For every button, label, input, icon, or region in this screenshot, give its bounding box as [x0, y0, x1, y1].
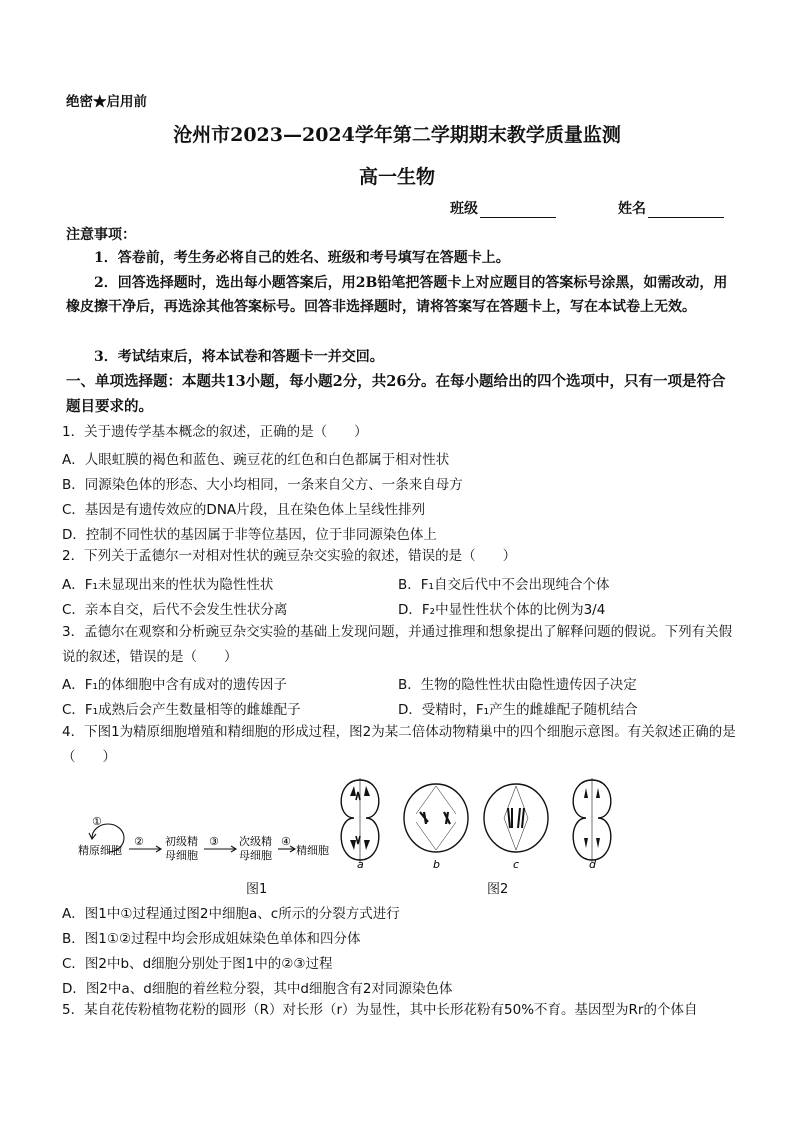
figure-1-caption: 图1	[246, 882, 268, 897]
q1-option-c: C．基因是有遗传效应的DNA片段，且在染色体上呈线性排列	[62, 502, 426, 518]
cell-b-label: b	[433, 858, 440, 871]
class-label: 班级	[450, 201, 478, 217]
cell-c	[484, 784, 548, 852]
q1-option-b: B．同源染色体的形态、大小均相同，一条来自父方、一条来自母方	[62, 477, 463, 493]
figure-2-cells	[332, 774, 632, 872]
cell-sperm: 精细胞	[296, 844, 329, 857]
question-4-stem: 4．下图1为精原细胞增殖和精细胞的形成过程，图2为某二倍体动物精巢中的四个细胞示意图。有关叙述正确的是（ ）	[62, 724, 736, 765]
cell-b	[404, 784, 468, 852]
cell-secondary-line2: 母细胞	[239, 849, 272, 862]
q1-option-a: A．人眼虹膜的褐色和蓝色、豌豆花的红色和白色都属于相对性状	[62, 452, 450, 468]
figure-2-caption: 图2	[487, 882, 509, 897]
subject-title: 高一生物	[358, 166, 435, 188]
q2-option-c: C．亲本自交，后代不会发生性状分离	[62, 602, 288, 618]
q4-option-c: C．图2中b、d细胞分别处于图1中的②③过程	[62, 956, 333, 972]
cell-d	[573, 778, 611, 862]
question-3-stem: 3．孟德尔在观察和分析豌豆杂交实验的基础上发现问题，并通过推理和想象提出了解释问题的假说。下列有关假说的叙述，错误的是（ ）	[62, 624, 733, 665]
class-field	[450, 198, 556, 218]
q1-option-d: D．控制不同性状的基因属于非等位基因，位于非同源染色体上	[62, 527, 437, 543]
cell-spermatogonium: 精原细胞	[78, 844, 122, 857]
q2-option-d: D．F₂中显性性状个体的比例为3/4	[398, 602, 606, 618]
q3-option-c: C．F₁成熟后会产生数量相等的雌雄配子	[62, 702, 301, 718]
cell-primary-line2: 母细胞	[165, 849, 198, 862]
section-heading: 一、单项选择题：本题共13小题，每小题2分，共26分。在每小题给出的四个选项中，只有一项是符合题目要求的。	[66, 373, 726, 415]
q4-option-a: A．图1中①过程通过图2中细胞a、c所示的分裂方式进行	[62, 906, 400, 922]
question-5-stem: 5．某自花传粉植物花粉的圆形（R）对长形（r）为显性，其中长形花粉有50%不育。基因型为Rr的个体自	[62, 1002, 698, 1018]
name-field	[618, 198, 724, 218]
q3-option-b: B．生物的隐性性状由隐性遗传因子决定	[398, 677, 637, 693]
cell-a	[341, 778, 379, 862]
step-2-label: ②	[134, 835, 144, 848]
confidential-mark: 绝密★启用前	[66, 94, 147, 110]
exam-title: 沧州市2023—2024学年第二学期期末教学质量监测	[173, 124, 621, 146]
note-item: 1．答卷前，考生务必将自己的姓名、班级和考号填写在答题卡上。	[94, 250, 510, 266]
class-blank[interactable]	[480, 203, 556, 218]
q4-option-b: B．图1①②过程中均会形成姐妹染色单体和四分体	[62, 931, 361, 947]
step-1-label: ①	[92, 815, 102, 828]
name-label: 姓名	[618, 201, 646, 217]
figure-1-flowchart	[74, 812, 336, 872]
cell-a-label: a	[357, 858, 364, 871]
name-blank[interactable]	[648, 203, 724, 218]
q2-option-b: B．F₁自交后代中不会出现纯合个体	[398, 577, 610, 593]
notes-title: 注意事项：	[66, 227, 136, 243]
step-4-label: ④	[281, 835, 291, 848]
cell-secondary-line1: 次级精	[239, 835, 272, 848]
note-item: 3．考试结束后，将本试卷和答题卡一并交回。	[94, 349, 384, 365]
q3-option-a: A．F₁的体细胞中含有成对的遗传因子	[62, 677, 287, 693]
q4-option-d: D．图2中a、d细胞的着丝粒分裂，其中d细胞含有2对同源染色体	[62, 981, 453, 997]
cell-c-label: c	[513, 858, 520, 871]
note-item: 2．回答选择题时，选出每小题答案后，用2B铅笔把答题卡上对应题目的答案标号涂黑，如需改动，用橡皮擦干净后，再选涂其他答案标号。回答非选择题时，请将答案写在答题卡上，写在本试卷上无效。	[66, 275, 728, 315]
q3-option-d: D．受精时，F₁产生的雌雄配子随机结合	[398, 702, 638, 718]
cell-d-label: d	[589, 858, 596, 871]
step-3-label: ③	[209, 835, 219, 848]
q2-option-a: A．F₁未显现出来的性状为隐性性状	[62, 577, 274, 593]
question-2-stem: 2．下列关于孟德尔一对相对性状的豌豆杂交实验的叙述，错误的是（ ）	[62, 548, 517, 564]
question-1-stem: 1．关于遗传学基本概念的叙述，正确的是（ ）	[62, 424, 368, 440]
cell-primary-line1: 初级精	[165, 835, 198, 848]
